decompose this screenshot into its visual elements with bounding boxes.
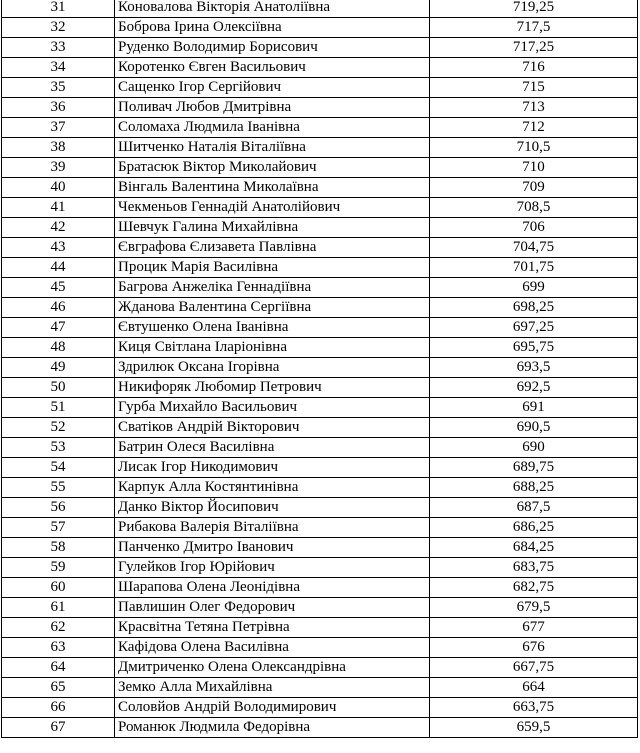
person-name: Батрин Олеся Василівна [115,438,430,458]
score-value: 691 [430,398,638,418]
table-row [2,418,638,438]
score-value: 698,25 [430,298,638,318]
table-row [2,338,638,358]
table-row [2,538,638,558]
table-row [2,198,638,218]
row-number: 48 [2,338,115,358]
row-number: 64 [2,658,115,678]
person-name: Гулейков Ігор Юрійович [115,558,430,578]
row-number: 49 [2,358,115,378]
table-row [2,78,638,98]
person-name: Коротенко Євген Васильович [115,58,430,78]
row-number: 57 [2,518,115,538]
person-name: Братасюк Віктор Миколайович [115,158,430,178]
table-row [2,518,638,538]
score-value: 689,75 [430,458,638,478]
table-row [2,698,638,718]
table-row [2,58,638,78]
row-number: 36 [2,98,115,118]
person-name: Соломаха Людмила Іванівна [115,118,430,138]
score-value: 677 [430,618,638,638]
person-name: Руденко Володимир Борисович [115,38,430,58]
row-number: 37 [2,118,115,138]
person-name: Земко Алла Михайлівна [115,678,430,698]
score-value: 684,25 [430,538,638,558]
table-row [2,618,638,638]
person-name: Коновалова Вікторія Анатоліївна [115,0,430,18]
person-name: Чекменьов Геннадій Анатолійович [115,198,430,218]
table-row [2,98,638,118]
table-row [2,598,638,618]
row-number: 51 [2,398,115,418]
table-row [2,218,638,238]
row-number: 39 [2,158,115,178]
row-number: 34 [2,58,115,78]
table-row [2,638,638,658]
person-name: Сватіков Андрій Вікторович [115,418,430,438]
person-name: Поливач Любов Дмитрівна [115,98,430,118]
row-number: 42 [2,218,115,238]
person-name: Рибакова Валерія Віталіївна [115,518,430,538]
row-number: 41 [2,198,115,218]
person-name: Гурба Михайло Васильович [115,398,430,418]
row-number: 47 [2,318,115,338]
score-value: 715 [430,78,638,98]
table-row [2,718,638,738]
score-value: 712 [430,118,638,138]
row-number: 66 [2,698,115,718]
table-row [2,498,638,518]
table-row [2,398,638,418]
table-row [2,678,638,698]
person-name: Лисак Ігор Никодимович [115,458,430,478]
score-value: 695,75 [430,338,638,358]
score-value: 693,5 [430,358,638,378]
row-number: 62 [2,618,115,638]
table-row [2,478,638,498]
table-row [2,118,638,138]
score-value: 686,25 [430,518,638,538]
person-name: Дмитриченко Олена Олександрівна [115,658,430,678]
table-row [2,358,638,378]
person-name: Павлишин Олег Федорович [115,598,430,618]
row-number: 46 [2,298,115,318]
person-name: Панченко Дмитро Іванович [115,538,430,558]
table-row [2,178,638,198]
person-name: Шарапова Олена Леонідівна [115,578,430,598]
table-row [2,378,638,398]
table-row [2,298,638,318]
score-value: 706 [430,218,638,238]
score-value: 690 [430,438,638,458]
person-name: Вінгаль Валентина Миколаївна [115,178,430,198]
person-name: Процик Марія Василівна [115,258,430,278]
score-value: 710 [430,158,638,178]
score-value: 659,5 [430,718,638,738]
row-number: 61 [2,598,115,618]
row-number: 32 [2,18,115,38]
person-name: Карпук Алла Костянтинівна [115,478,430,498]
person-name: Шитченко Наталія Віталіївна [115,138,430,158]
score-value: 663,75 [430,698,638,718]
score-value: 688,25 [430,478,638,498]
row-number: 31 [2,0,115,18]
table-row [2,318,638,338]
score-value: 716 [430,58,638,78]
row-number: 63 [2,638,115,658]
row-number: 44 [2,258,115,278]
score-value: 717,25 [430,38,638,58]
row-number: 40 [2,178,115,198]
table-row [2,158,638,178]
row-number: 43 [2,238,115,258]
row-number: 67 [2,718,115,738]
table-row [2,578,638,598]
person-name: Здрилюк Оксана Ігорівна [115,358,430,378]
score-value: 704,75 [430,238,638,258]
row-number: 55 [2,478,115,498]
ranking-table [1,0,638,738]
score-value: 664 [430,678,638,698]
person-name: Данко Віктор Йосипович [115,498,430,518]
table-row [2,458,638,478]
table-row [2,138,638,158]
row-number: 65 [2,678,115,698]
row-number: 33 [2,38,115,58]
person-name: Соловйов Андрій Володимирович [115,698,430,718]
row-number: 58 [2,538,115,558]
score-value: 710,5 [430,138,638,158]
row-number: 52 [2,418,115,438]
table-row [2,658,638,678]
person-name: Багрова Анжеліка Геннадіївна [115,278,430,298]
table-row [2,0,638,18]
score-value: 717,5 [430,18,638,38]
score-value: 697,25 [430,318,638,338]
person-name: Киця Світлана Іларіонівна [115,338,430,358]
row-number: 60 [2,578,115,598]
score-value: 708,5 [430,198,638,218]
table-row [2,238,638,258]
person-name: Сащенко Ігор Сергійович [115,78,430,98]
person-name: Євграфова Єлизавета Павлівна [115,238,430,258]
row-number: 50 [2,378,115,398]
score-value: 719,25 [430,0,638,18]
score-value: 690,5 [430,418,638,438]
table-row [2,38,638,58]
score-value: 682,75 [430,578,638,598]
row-number: 56 [2,498,115,518]
row-number: 54 [2,458,115,478]
person-name: Романюк Людмила Федорівна [115,718,430,738]
row-number: 59 [2,558,115,578]
person-name: Жданова Валентина Сергіївна [115,298,430,318]
score-value: 683,75 [430,558,638,578]
score-value: 713 [430,98,638,118]
score-value: 679,5 [430,598,638,618]
row-number: 45 [2,278,115,298]
row-number: 38 [2,138,115,158]
ranking-table-body [2,0,638,738]
person-name: Красвітна Тетяна Петрівна [115,618,430,638]
table-row [2,18,638,38]
table-row [2,278,638,298]
table-row [2,558,638,578]
person-name: Никифоряк Любомир Петрович [115,378,430,398]
person-name: Кафідова Олена Василівна [115,638,430,658]
score-value: 687,5 [430,498,638,518]
table-row [2,258,638,278]
person-name: Боброва Ірина Олексіївна [115,18,430,38]
score-value: 667,75 [430,658,638,678]
score-value: 676 [430,638,638,658]
score-value: 699 [430,278,638,298]
person-name: Євтушенко Олена Іванівна [115,318,430,338]
score-value: 709 [430,178,638,198]
row-number: 35 [2,78,115,98]
person-name: Шевчук Галина Михайлівна [115,218,430,238]
score-value: 692,5 [430,378,638,398]
table-row [2,438,638,458]
score-value: 701,75 [430,258,638,278]
row-number: 53 [2,438,115,458]
